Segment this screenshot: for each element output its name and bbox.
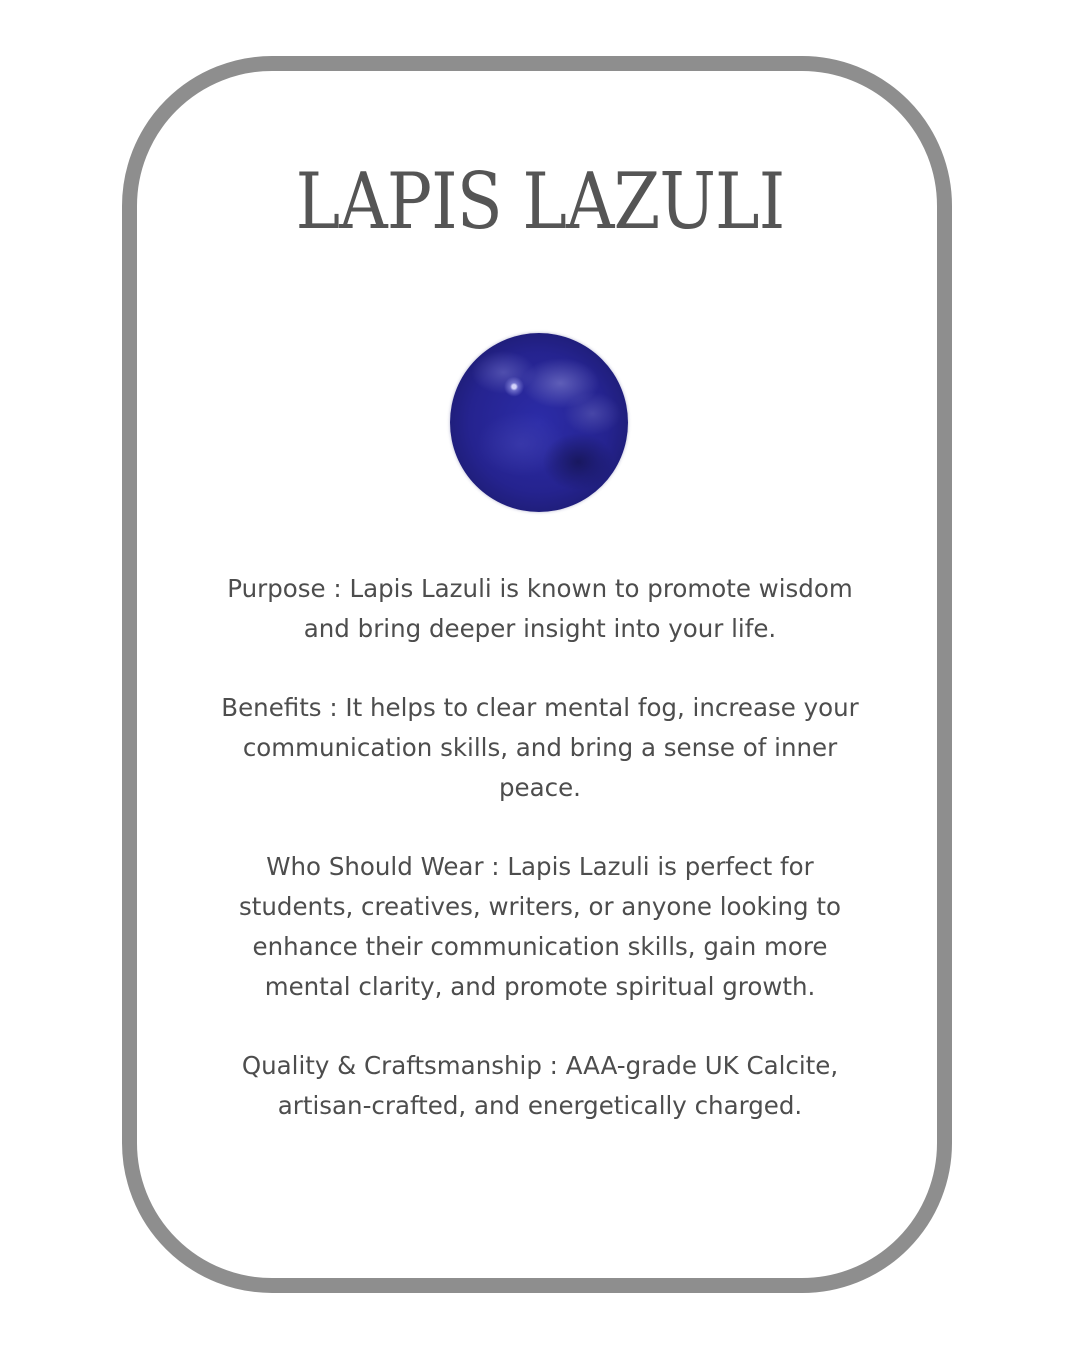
who-should-wear-line: mental clarity, and promote spiritual growth. bbox=[264, 972, 816, 1001]
quality-line: artisan-crafted, and energetically charged. bbox=[277, 1091, 803, 1120]
benefits-line: communication skills, and bring a sense of inner bbox=[242, 733, 838, 762]
who-should-wear-line: students, creatives, writers, or anyone looking to bbox=[239, 892, 841, 921]
lapis-lazuli-bead-image bbox=[450, 333, 628, 512]
quality-line: Quality & Craftsmanship : AAA-grade UK Calcite, bbox=[241, 1051, 839, 1080]
purpose-line: and bring deeper insight into your life. bbox=[303, 614, 777, 643]
who-should-wear-line: enhance their communication skills, gain more bbox=[252, 932, 828, 961]
page-title: LAPIS LAZULI bbox=[295, 157, 785, 247]
purpose-section bbox=[190, 569, 890, 649]
benefits-line: peace. bbox=[499, 773, 581, 802]
benefits-line: Benefits : It helps to clear mental fog, increase your bbox=[221, 693, 859, 722]
who-should-wear-line: Who Should Wear : Lapis Lazuli is perfect for bbox=[266, 852, 814, 881]
purpose-line: Purpose : Lapis Lazuli is known to promote wisdom bbox=[227, 574, 853, 603]
who-should-wear-section bbox=[190, 847, 890, 1007]
benefits-section bbox=[190, 688, 890, 808]
quality-section bbox=[190, 1046, 890, 1126]
description-content bbox=[190, 569, 890, 1165]
